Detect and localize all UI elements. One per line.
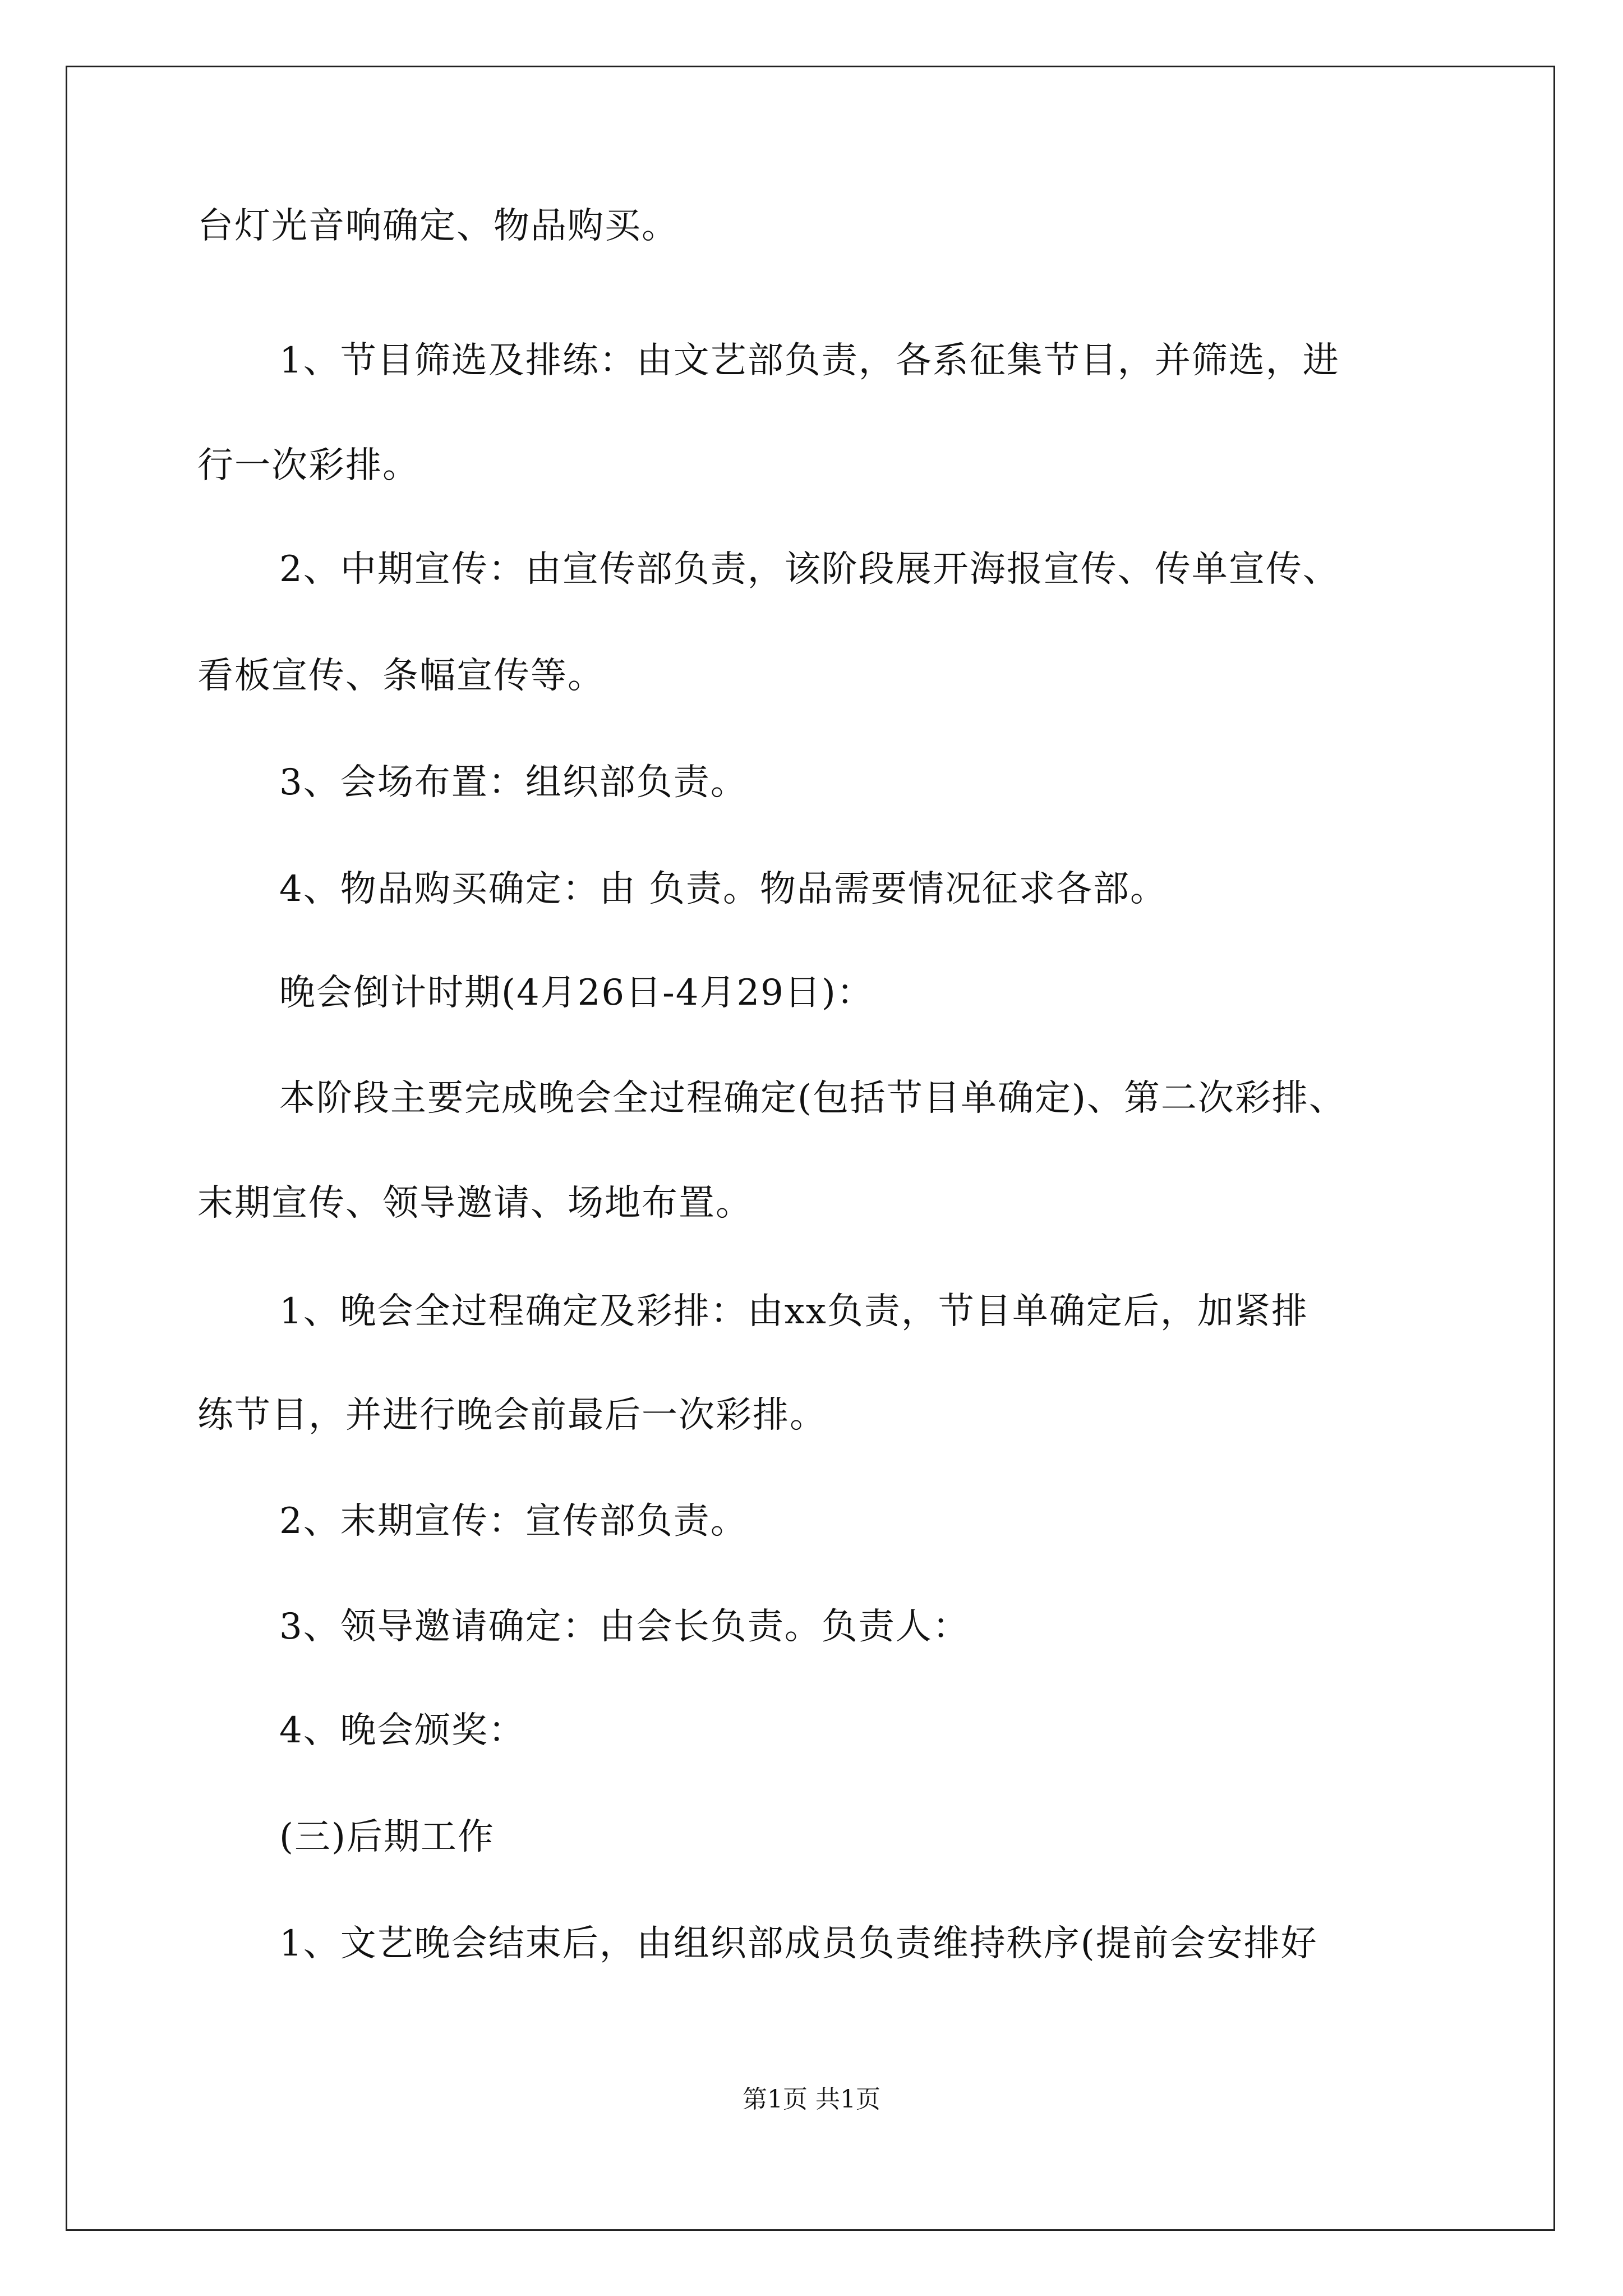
- text-line: 3、领导邀请确定：由会长负责。负责人：: [279, 1606, 970, 1648]
- text-line: 练节目，并进行晚会前最后一次彩排。: [197, 1395, 827, 1436]
- page-number-footer: 第1页 共1页: [743, 2085, 880, 2114]
- text-line: 本阶段主要完成晚会全过程确定(包括节目单确定)、第二次彩排、: [279, 1078, 1346, 1119]
- text-line: 1、文艺晚会结束后，由组织部成员负责维持秩序(提前会安排好: [279, 1923, 1318, 1964]
- text-line: 1、晚会全过程确定及彩排：由xx负责，节目单确定后，加紧排: [279, 1291, 1308, 1332]
- text-line: 4、晚会颁奖：: [279, 1710, 525, 1751]
- text-line: (三)后期工作: [279, 1816, 495, 1858]
- text-line: 台灯光音响确定、物品购买。: [197, 205, 679, 247]
- text-line: 4、物品购买确定：由 负责。物品需要情况征求各部。: [279, 868, 1168, 910]
- text-line: 晚会倒计时期(4月26日-4月29日)：: [279, 972, 874, 1014]
- text-line: 行一次彩排。: [197, 445, 419, 486]
- text-line: 2、末期宣传：宣传部负责。: [279, 1501, 748, 1542]
- text-line: 末期宣传、领导邀请、场地布置。: [197, 1182, 753, 1224]
- page-border: [66, 66, 1555, 2231]
- text-line: 1、节目筛选及排练：由文艺部负责，各系征集节目，并筛选，进: [279, 340, 1340, 381]
- text-line: 2、中期宣传：由宣传部负责，该阶段展开海报宣传、传单宣传、: [279, 549, 1340, 590]
- text-line: 3、会场布置：组织部负责。: [279, 762, 748, 803]
- text-line: 看板宣传、条幅宣传等。: [197, 655, 605, 697]
